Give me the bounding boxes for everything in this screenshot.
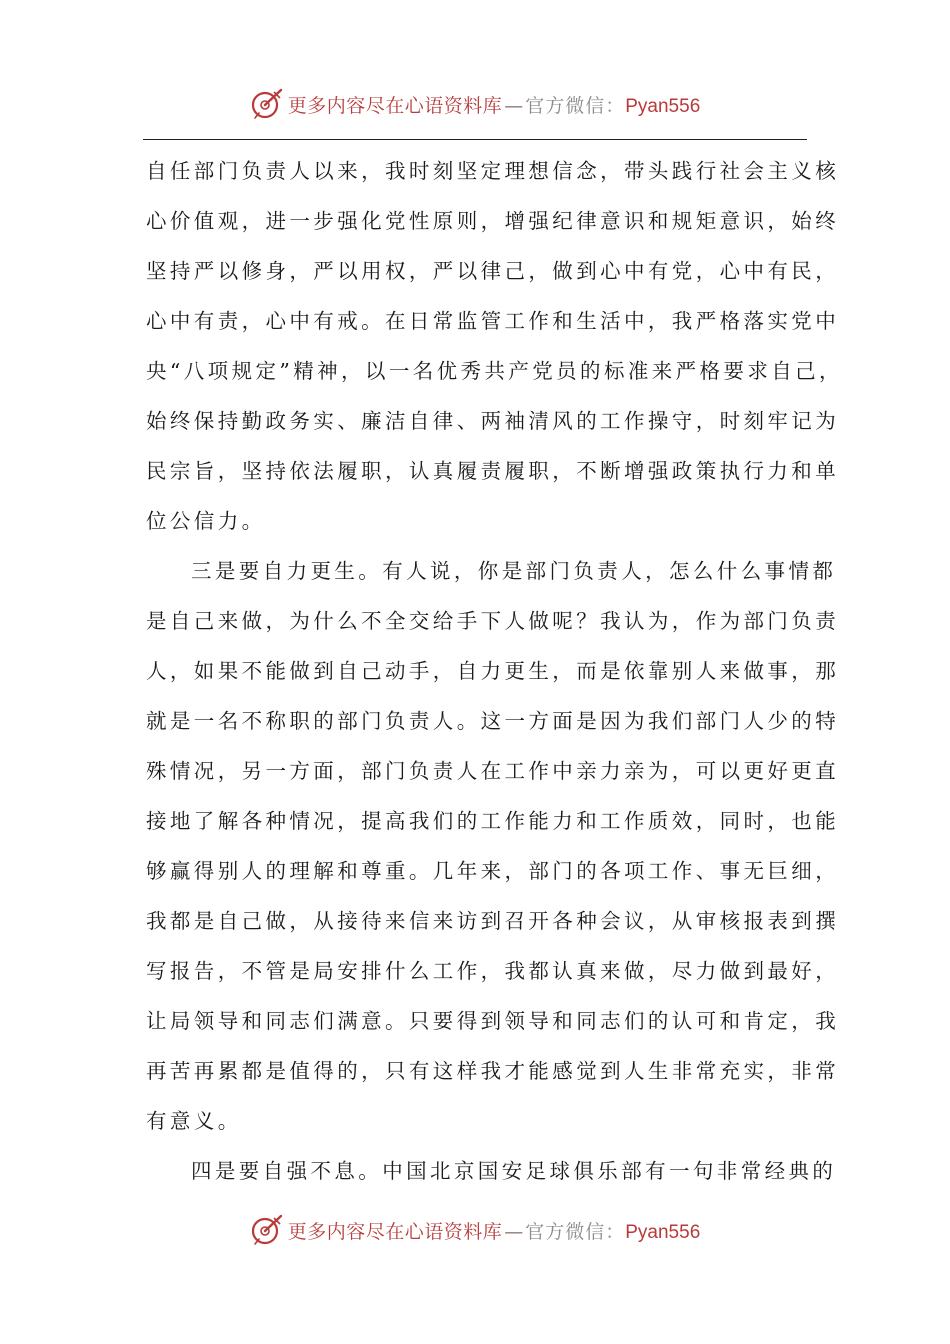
text-line: 我都是自己做，从接待来信来访到召开各种会议，从审核报表到撰	[146, 909, 840, 933]
header-banner-text	[288, 91, 701, 118]
site-name: 更多内容尽在心语资料库	[287, 1220, 503, 1243]
paragraph-start-line: 四是要自强不息。中国北京国安足球俱乐部有一句非常经典的	[191, 1159, 837, 1183]
wechat-id: Pyan556	[625, 1221, 701, 1243]
wechat-label: 官方微信：	[525, 94, 626, 117]
wechat-label: 官方微信：	[525, 1220, 626, 1243]
paragraph-start-line: 三是要自力更生。有人说，你是部门负责人，怎么什么事情都	[191, 559, 837, 583]
text-line: 就是一名不称职的部门负责人。这一方面是因为我们部门人少的特	[146, 709, 840, 733]
text-line: 心中有责，心中有戒。在日常监管工作和生活中，我严格落实党中	[146, 309, 840, 333]
text-line: 有意义。	[146, 1109, 242, 1133]
text-line: 心价值观，进一步强化党性原则，增强纪律意识和规矩意识，始终	[146, 209, 840, 233]
footer-banner-text	[288, 1217, 701, 1244]
pen-nib-logo-icon	[250, 1213, 284, 1247]
text-line: 殊情况，另一方面，部门负责人在工作中亲力亲为，可以更好更直	[146, 759, 840, 783]
text-line: 是自己来做，为什么不全交给手下人做呢？我认为，作为部门负责	[146, 609, 840, 633]
text-line: 写报告，不管是局安排什么工作，我都认真来做，尽力做到最好，	[146, 959, 840, 983]
text-line: 自任部门负责人以来，我时刻坚定理想信念，带头践行社会主义核	[146, 159, 840, 183]
text-line: 够赢得别人的理解和尊重。几年来，部门的各项工作、事无巨细，	[146, 859, 840, 883]
site-name: 更多内容尽在心语资料库	[287, 94, 503, 117]
text-line: 坚持严以修身，严以用权，严以律己，做到心中有党，心中有民，	[146, 259, 840, 283]
header-banner	[0, 84, 950, 124]
separator-dash: —	[504, 94, 524, 117]
text-line: 让局领导和同志们满意。只要得到领导和同志们的认可和肯定，我	[146, 1009, 840, 1033]
document-body	[146, 146, 843, 1196]
footer-banner	[0, 1210, 950, 1250]
text-line: 始终保持勤政务实、廉洁自律、两袖清风的工作操守，时刻牢记为	[146, 409, 840, 433]
text-line: 民宗旨，坚持依法履职，认真履责履职，不断增强政策执行力和单	[146, 459, 840, 483]
text-line: 位公信力。	[146, 509, 266, 533]
wechat-id: Pyan556	[625, 95, 701, 117]
pen-nib-logo-icon	[250, 87, 284, 121]
text-line: 人，如果不能做到自己动手，自力更生，而是依靠别人来做事，那	[146, 659, 840, 683]
text-line: 再苦再累都是值得的，只有这样我才能感觉到人生非常充实，非常	[146, 1059, 840, 1083]
text-line: 接地了解各种情况，提高我们的工作能力和工作质效，同时，也能	[146, 809, 840, 833]
header-divider	[143, 139, 807, 140]
text-line: 央“八项规定”精神，以一名优秀共产党员的标准来严格要求自己，	[146, 359, 843, 383]
separator-dash: —	[504, 1220, 524, 1243]
